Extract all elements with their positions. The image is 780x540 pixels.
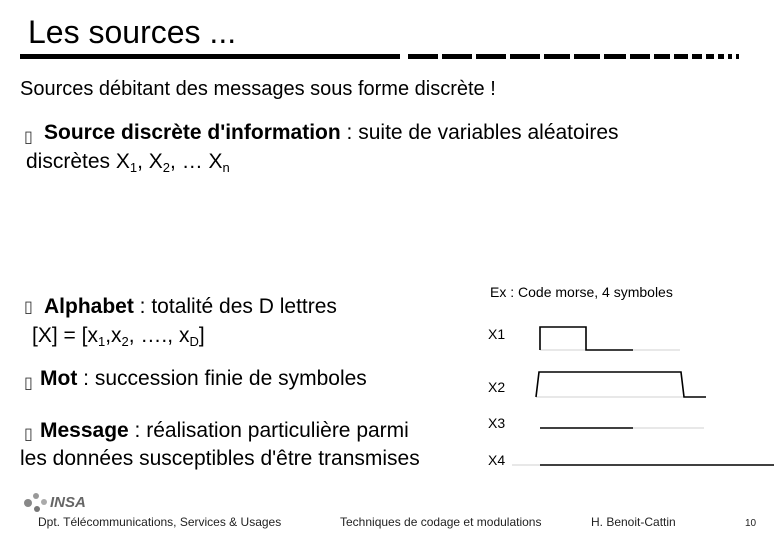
definition-text: : totalité des D lettres	[133, 295, 337, 318]
text-run: , X	[137, 150, 163, 173]
footer-author: H. Benoit-Cattin	[591, 515, 676, 529]
symbol-label-x3: X3	[488, 415, 506, 431]
page-number: 10	[745, 518, 757, 529]
footer-department: Dpt. Télécommunications, Services & Usages	[38, 515, 282, 529]
term-source-discrete: Source discrète d'information	[44, 121, 341, 144]
text-run: , …., x	[128, 324, 190, 347]
logo-dot	[34, 506, 40, 512]
logo-dot	[24, 499, 32, 507]
text-run: ]	[198, 324, 205, 347]
subscript: D	[189, 334, 199, 349]
logo-dot	[41, 499, 47, 505]
term-alphabet: Alphabet	[44, 295, 134, 318]
symbol-label-x2: X2	[488, 379, 506, 395]
bullet-message-line2: les données susceptibles d'être transmises	[20, 447, 420, 470]
footer-course: Techniques de codage et modulations	[340, 515, 542, 529]
bullet-marker: ▯	[24, 299, 33, 316]
bullet-marker: ▯	[24, 375, 33, 392]
logo-text: INSA	[50, 494, 86, 511]
definition-text: : succession finie de symboles	[77, 367, 367, 390]
bullet-marker: ▯	[24, 426, 33, 443]
term-message: Message	[40, 419, 129, 442]
symbol-label-x1: X1	[488, 326, 506, 342]
bullet-marker: ▯	[24, 129, 33, 146]
text-run: , … X	[170, 150, 223, 173]
subscript: 1	[97, 334, 106, 349]
logo-dot	[33, 493, 39, 499]
insa-logo	[18, 487, 100, 517]
slide-title: Les sources ...	[28, 14, 237, 50]
subscript: 2	[162, 160, 171, 175]
subscript: 2	[121, 334, 129, 349]
text-run: discrètes X	[26, 150, 130, 173]
subscript: n	[222, 160, 230, 175]
subscript: 1	[129, 160, 138, 175]
morse-signal-x2	[536, 372, 706, 397]
slide-subtitle: Sources débitant des messages sous forme discrète !	[20, 78, 496, 100]
symbol-label-x4: X4	[488, 452, 506, 468]
term-mot: Mot	[40, 367, 78, 390]
morse-signal-x1	[540, 327, 633, 350]
definition-text: : réalisation particulière parmi	[128, 419, 409, 442]
text-run: ,x	[105, 324, 122, 347]
text-run: [X] = [x	[32, 324, 98, 347]
definition-text: : suite de variables aléatoires	[340, 121, 619, 144]
example-title: Ex : Code morse, 4 symboles	[490, 284, 673, 300]
